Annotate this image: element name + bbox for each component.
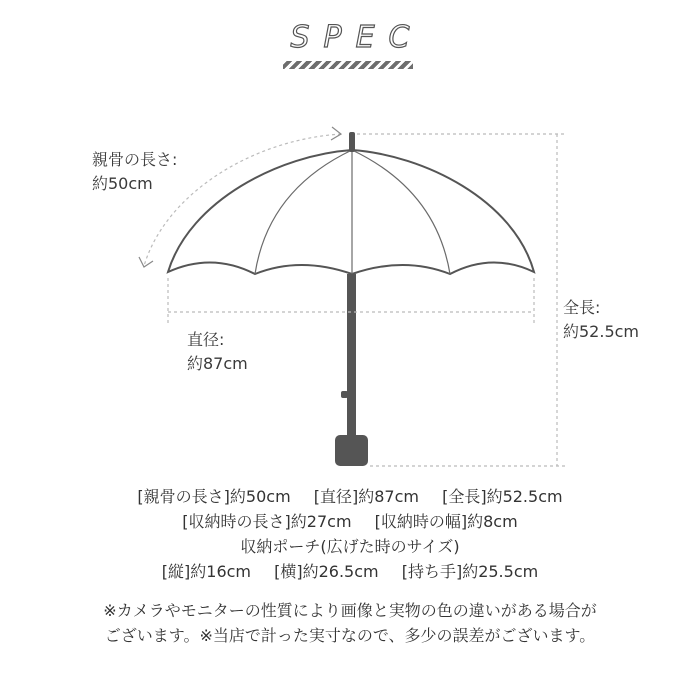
rib-arrow-bottom bbox=[139, 257, 153, 267]
spec-line bbox=[0, 484, 700, 509]
spec-list bbox=[0, 484, 700, 584]
rib-length-label bbox=[92, 148, 177, 196]
rib-arrow-top bbox=[331, 127, 341, 140]
spec-pouch-width: [横]約26.5cm bbox=[274, 562, 379, 581]
diameter-caption: 直径: bbox=[187, 330, 225, 349]
umbrella-tip bbox=[349, 132, 355, 152]
spec-pouch-height: [縦]約16cm bbox=[161, 562, 252, 581]
note-line: ※カメラやモニターの性質により画像と実物の色の違いがある場合が bbox=[103, 601, 597, 620]
diameter-value: 約87cm bbox=[187, 354, 248, 373]
spec-line bbox=[0, 509, 700, 534]
spec-diameter: [直径]約87cm bbox=[313, 487, 419, 506]
spec-line bbox=[0, 559, 700, 584]
spec-total-length: [全長]約52.5cm bbox=[442, 487, 563, 506]
disclaimer-note bbox=[0, 598, 700, 648]
total-length-value: 約52.5cm bbox=[563, 322, 640, 341]
spec-folded-width: [収納時の幅]約8cm bbox=[374, 512, 518, 531]
umbrella-runner bbox=[341, 391, 348, 398]
diameter-label bbox=[187, 328, 248, 376]
rib-length-caption: 親骨の長さ: bbox=[92, 150, 178, 169]
rib-length-value: 約50cm bbox=[92, 174, 153, 193]
note-line: ございます。※当店で計った実寸なので、多少の誤差がございます。 bbox=[104, 626, 596, 645]
umbrella-canopy bbox=[168, 150, 534, 274]
spec-rib-length: [親骨の長さ]約50cm bbox=[137, 487, 291, 506]
spec-folded-length: [収納時の長さ]約27cm bbox=[182, 512, 352, 531]
umbrella-shaft bbox=[347, 274, 356, 436]
total-length-label bbox=[563, 296, 639, 344]
total-length-caption: 全長: bbox=[563, 298, 601, 317]
spec-pouch-heading: 収納ポーチ(広げた時のサイズ) bbox=[240, 537, 460, 556]
spec-title: SPEC bbox=[290, 20, 424, 55]
umbrella-handle bbox=[335, 435, 368, 466]
spec-line bbox=[0, 534, 700, 559]
spec-pouch-handle: [持ち手]約25.5cm bbox=[401, 562, 539, 581]
